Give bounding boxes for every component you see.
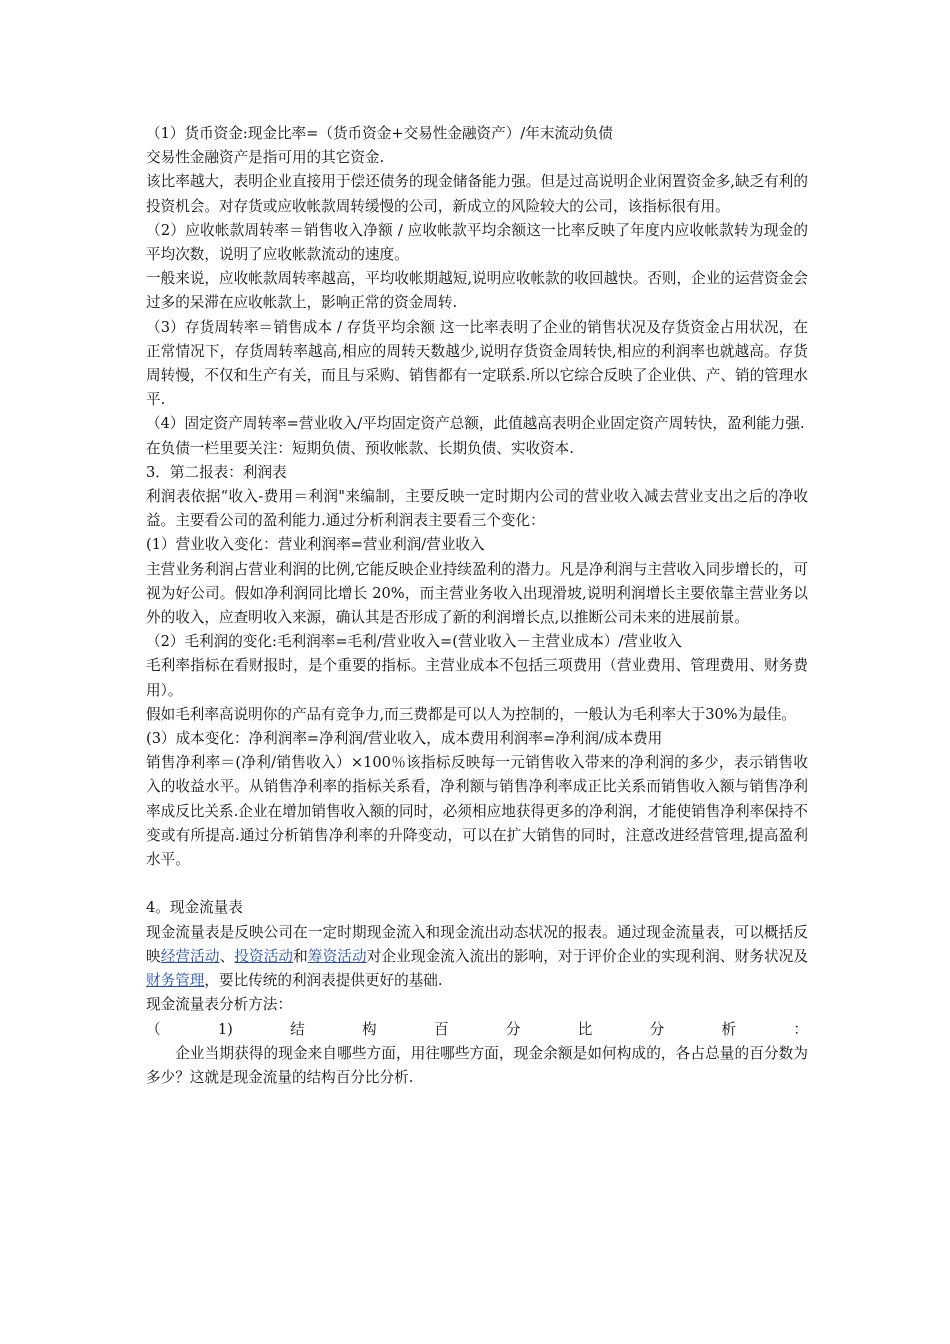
paragraph-gross-profit-change: （2）毛利润的变化:毛利润率=毛利/营业收入=(营业收入－主营业成本）/营业收入: [146, 633, 682, 651]
paragraph-revenue-change: (1）营业收入变化：营业利润率=营业利润/营业收入: [146, 536, 485, 554]
link-operating-activities[interactable]: 经营活动: [160, 947, 220, 965]
heading-cash-flow-statement: 4。现金流量表: [146, 899, 243, 917]
heading-income-statement: 3．第二报表：利润表: [146, 463, 287, 481]
paragraph-net-profit-margin: 销售净利率＝(净利/销售收入）×100％该指标反映每一元销售收入带来的净利润的多少，表示销售收入的收益水平。从销售净利率的指标关系看，净利额与销售净利率成正比关系而销售收入额与销售净利率成反比关系.企业在增加销售收入额的同时，必须相应地获得更多的净利润，才能使销售净利率保持不变或有所提高.通过分析销售净利率的升降变动，可以在扩大销售的同时，注意改进经营管理,提高盈利水平。: [146, 754, 808, 869]
paragraph-structure-analysis: 企业当期获得的现金来自哪些方面，用往哪些方面，现金余额是如何构成的，各占总量的百分数为多少？这就是现金流量的结构百分比分析.: [146, 1044, 808, 1086]
paragraph-cash-ratio: （1）货币资金:现金比率=（货币资金+交易性金融资产）/年末流动负债: [146, 125, 613, 142]
paragraph-liabilities-focus: 在负债一栏里要关注：短期负债、预收帐款、长期负债、实收资本.: [146, 439, 574, 457]
document-body: [146, 122, 808, 1090]
link-financing-activities[interactable]: 筹资活动: [307, 947, 367, 965]
paragraph-cash-flow-intro: 现金流量表是反映公司在一定时期现金流入和现金流出动态状况的报表。通过现金流量表，可以概括反映经营活动、投资活动和筹资活动对企业现金流入流出的影响，对于评价企业的实现利润、财务状况及财务管理，要比传统的利润表提供更好的基础.: [146, 923, 808, 990]
paragraph-ratio-explanation: 该比率越大，表明企业直接用于偿还债务的现金储备能力强。但是过高说明企业闲置资金多,缺乏有利的投资机会。对存货或应收帐款周转缓慢的公司，新成立的风险较大的公司，该指标很有用。: [146, 173, 808, 215]
heading-structure-percentage: （ 1) 结 构 百 分 比 分 析 ：: [146, 1020, 808, 1038]
link-financial-management[interactable]: 财务管理: [146, 972, 205, 990]
paragraph-analysis-methods: 现金流量表分析方法：: [146, 996, 292, 1014]
paragraph-cost-change: (3）成本变化：净利润率=净利润/营业收入，成本费用利润率=净利润/成本费用: [146, 730, 663, 748]
paragraph-receivables-explanation: 一般来说，应收帐款周转率越高，平均收帐期越短,说明应收帐款的收回越快。否则，企业的运营资金会过多的呆滞在应收帐款上，影响正常的资金周转.: [146, 270, 808, 312]
paragraph-gross-margin-indicator: 毛利率指标在看财报时，是个重要的指标。主营业成本不包括三项费用（营业费用、管理费用、财务费用）。: [146, 657, 808, 699]
blank-line: [146, 872, 808, 896]
paragraph-income-statement-intro: 利润表依据“收入-费用＝利润"来编制，主要反映一定时期内公司的营业收入减去营业支出之后的净收益。主要看公司的盈利能力.通过分析利润表主要看三个变化：: [146, 488, 808, 530]
paragraph-trading-assets: 交易性金融资产是指可用的其它资金.: [146, 149, 385, 167]
link-investing-activities[interactable]: 投资活动: [234, 947, 294, 965]
paragraph-inventory-turnover: （3）存货周转率＝销售成本 / 存货平均余额 这一比率表明了企业的销售状况及存货资金占用状况，在正常情况下，存货周转率越高,相应的周转天数越少,说明存货资金周转快,相应的利润率也就越高。存货周转慢，不仅和生产有关，而且与采购、销售都有一定联系.所以它综合反映了企业供、产、销的管理水平.: [146, 318, 808, 409]
paragraph-receivables-turnover: （2）应收帐款周转率＝销售收入净额 / 应收帐款平均余额这一比率反映了年度内应收帐款转为现金的平均次数，说明了应收帐款流动的速度。: [146, 221, 808, 264]
paragraph-gross-margin-threshold: 假如毛利率高说明你的产品有竞争力,而三费都是可以人为控制的，一般认为毛利率大于30%为最佳。: [146, 705, 797, 723]
paragraph-fixed-asset-turnover: （4）固定资产周转率=营业收入/平均固定资产总额，此值越高表明企业固定资产周转快，盈利能力强.: [146, 415, 805, 433]
paragraph-main-business-profit: 主营业务利润占营业利润的比例,它能反映企业持续盈利的潜力。凡是净利润与主营收入同步增长的，可视为好公司。假如净利润同比增长 20%，而主营业务收入出现滑坡,说明利润增长主要依靠主营业务以外的收入，应查明收入来源，确认其是否形成了新的利润增长点,以推断公司未来的进展前景。: [146, 560, 808, 627]
